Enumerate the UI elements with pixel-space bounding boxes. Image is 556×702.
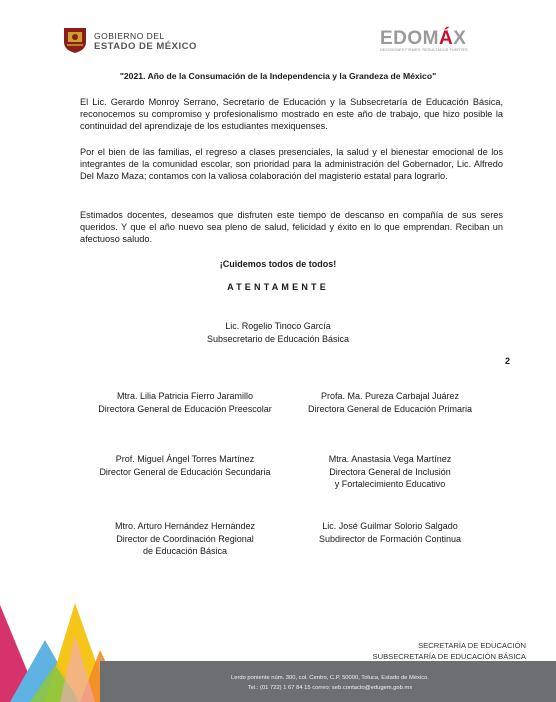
signatory-name: Profa. Ma. Pureza Carbajal Juárez [320,391,460,401]
edomex-wordmark: EDOMÁX [380,28,467,49]
slogan: ¡Cuidemos todos de todos! [219,259,337,269]
footer-institution: SECRETARÍA DE EDUCACIÓN SUBSECRETARÍA DE EDUCACIÓN BÁSICA [372,641,526,661]
signatory-preescolar [70,390,300,415]
signatory-name: Lic. José Guilmar Solorio Salgado [322,521,458,531]
coat-of-arms-icon [62,26,88,54]
paragraph-1: El Lic. Gerardo Monroy Serrano, Secretario de Educación y la Subsecretaría de Educación Básica, reconocemos su compromiso y profesionalismo mostrado en este año de trabajo, que hizo posible la continuidad del aprendizaje de los estudiantes mexiquenses. [80,97,503,132]
paragraph-3: Estimados docentes, deseamos que disfruten este tiempo de descanso en compañía de sus seres queridos. Y que el año nuevo sea pleno de salud, felicidad y éxito en lo que emprendan. Reciban un afectuoso saludo. [80,210,503,245]
signatory-name: Mtra. Anastasia Vega Martínez [328,454,452,464]
signatory-title: Director General de Educación Secundaria [99,466,271,477]
signatory-title: Director de Coordinación Regional [116,533,254,544]
signatory-title-cont: de Educación Básica [142,546,228,557]
gov-line2: ESTADO DE MÉXICO [94,41,197,52]
signatory-title: Subsecretario de Educación Básica [206,333,350,344]
signatory-coordinacion [70,520,300,558]
gobierno-logo [62,26,197,56]
signatory-inclusion [285,453,495,491]
signatory-title-cont: y Fortalecimiento Educativo [334,479,446,490]
signatory-title: Directora General de Inclusión [329,466,451,477]
paragraph-2: Por el bien de las familias, el regreso a clases presenciales, la salud y el bienestar emocional de los integrantes de la comunidad escolar, son prioridad para la administración del Gobernador, Lic. Alfredo Del Mazo Maza; contamos con la valiosa colaboración del magisterio estatal para lograrlo. [80,147,503,182]
signatory-formacion [285,520,495,545]
signatory-name: Prof. Miguel Ángel Torres Martínez [115,454,255,464]
signatory-title: Directora General de Educación Primaria [307,403,473,414]
edomex-slogan: DECISIONES FIRMES, RESULTADOS FUERTES. [380,48,469,52]
signatory-title: Subdirector de Formación Continua [318,533,462,544]
signatory-title: Directora General de Educación Preescolar [98,403,272,414]
closing: ATENTAMENTE [227,282,329,292]
signatory-primaria [285,390,495,415]
signatory-name: Lic. Rogelio Tinoco García [225,321,331,331]
page-number: 2 [505,356,511,366]
gov-line1: GOBIERNO DEL [94,31,165,41]
main-signatory [178,320,378,345]
edomex-logo [380,28,492,54]
signatory-secundaria [70,453,300,478]
footer-address: Lerdo poniente núm. 300, col. Centro, C.P. 50000, Toluca, Estado de México. Tel.: (01 722) 1 67 84 15 correo: seb.contacto@edugem.gob.mx [231,675,429,691]
signatory-name: Mtro. Arturo Hernández Hernández [114,521,256,531]
year-motto: "2021. Año de la Consumación de la Independencia y la Grandeza de México" [119,71,437,81]
signatory-name: Mtra. Lilia Patricia Fierro Jaramillo [116,391,254,401]
